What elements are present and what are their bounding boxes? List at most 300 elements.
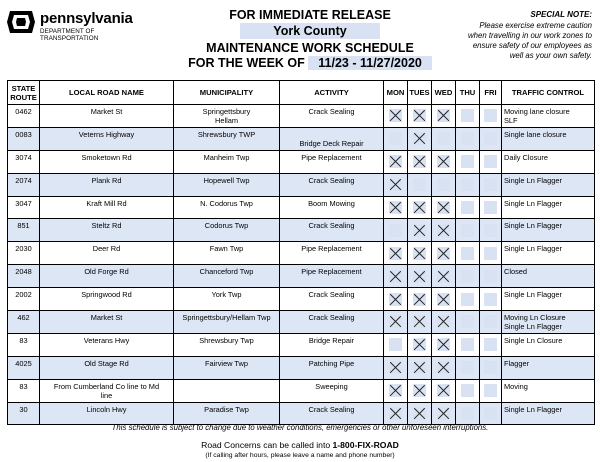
cell-wed xyxy=(432,105,456,128)
special-note-line: when travelling in our work zones to xyxy=(468,31,592,40)
cell-activity xyxy=(280,333,384,356)
checked-day-box-icon xyxy=(437,247,450,260)
cell-fri xyxy=(480,242,502,265)
empty-day-box-icon xyxy=(389,224,402,237)
week-prefix: FOR THE WEEK OF xyxy=(188,56,305,70)
cell-tues xyxy=(408,242,432,265)
cell-road-name xyxy=(40,150,174,173)
cell-traffic-control-text: Single Ln Flagger xyxy=(504,322,562,332)
cell-municipality-text: Fawn Twp xyxy=(209,244,244,254)
cell-tues xyxy=(408,173,432,196)
cell-state-route-text: 83 xyxy=(19,381,28,391)
cell-activity-text: Crack Sealing xyxy=(308,175,355,185)
cell-state-route-text: 0083 xyxy=(15,129,32,139)
road-concerns-line xyxy=(0,440,600,450)
table-row xyxy=(8,356,595,379)
empty-day-box-icon xyxy=(461,247,474,260)
cell-municipality-text: Fairview Twp xyxy=(205,358,248,368)
cell-activity-text: Pipe Replacement xyxy=(301,267,362,277)
cell-mon xyxy=(384,402,408,425)
cell-road-name-text: Veterns Highway xyxy=(78,129,135,139)
checked-day-box-icon xyxy=(437,155,450,168)
cell-activity xyxy=(280,265,384,288)
cell-state-route-text: 462 xyxy=(17,313,30,323)
header-state-route: STATE ROUTE xyxy=(8,81,40,105)
checked-day-box-icon xyxy=(389,201,402,214)
cell-traffic-control xyxy=(502,242,595,265)
empty-day-box-icon xyxy=(461,293,474,306)
cell-mon xyxy=(384,127,408,150)
cell-thu xyxy=(456,173,480,196)
cell-activity-text: Crack Sealing xyxy=(308,221,355,231)
checked-day-box-icon xyxy=(389,247,402,260)
cell-activity xyxy=(280,173,384,196)
cell-state-route-text: 2030 xyxy=(15,244,32,254)
cell-state-route xyxy=(8,311,40,334)
cell-municipality-text: York Twp xyxy=(211,290,242,300)
checked-day-box-icon xyxy=(413,407,426,420)
cell-traffic-control-text: Moving Ln Closure xyxy=(504,313,566,323)
empty-day-box-icon xyxy=(484,201,497,214)
cell-tues xyxy=(408,311,432,334)
cell-thu xyxy=(456,127,480,150)
checked-day-box-icon xyxy=(437,224,450,237)
cell-thu xyxy=(456,219,480,242)
cell-municipality xyxy=(174,311,280,334)
cell-road-name xyxy=(40,105,174,128)
cell-state-route-text: 30 xyxy=(19,404,28,414)
cell-fri xyxy=(480,265,502,288)
cell-thu xyxy=(456,242,480,265)
cell-fri xyxy=(480,196,502,219)
empty-day-box-icon xyxy=(461,109,474,122)
cell-activity xyxy=(280,127,384,150)
empty-day-box-icon xyxy=(484,361,497,374)
cell-road-name-text: Old Forge Rd xyxy=(84,267,129,277)
checked-day-box-icon xyxy=(389,178,402,191)
cell-activity xyxy=(280,311,384,334)
checked-day-box-icon xyxy=(389,293,402,306)
cell-fri xyxy=(480,333,502,356)
checked-day-box-icon xyxy=(389,407,402,420)
cell-thu xyxy=(456,196,480,219)
cell-road-name xyxy=(40,333,174,356)
cell-road-name xyxy=(40,311,174,334)
work-schedule-table xyxy=(7,80,595,425)
special-note-line: ensure safety of our employees as xyxy=(472,41,592,50)
cell-state-route-text: 2048 xyxy=(15,267,32,277)
cell-activity-text: Crack Sealing xyxy=(308,290,355,300)
table-body xyxy=(8,105,595,425)
header-thu: THU xyxy=(456,81,480,105)
cell-road-name-text: Lincoln Hwy xyxy=(86,404,127,414)
cell-thu xyxy=(456,311,480,334)
table-row xyxy=(8,379,595,402)
cell-fri xyxy=(480,402,502,425)
release-label: FOR IMMEDIATE RELEASE xyxy=(229,8,391,22)
empty-day-box-icon xyxy=(484,407,497,420)
keystone-logo-icon xyxy=(6,10,36,34)
cell-municipality xyxy=(174,242,280,265)
cell-activity xyxy=(280,242,384,265)
empty-day-box-icon xyxy=(461,338,474,351)
cell-state-route xyxy=(8,150,40,173)
cell-activity-text: Pipe Replacement xyxy=(301,244,362,254)
cell-fri xyxy=(480,311,502,334)
cell-thu xyxy=(456,288,480,311)
week-line xyxy=(180,56,440,70)
cell-activity xyxy=(280,402,384,425)
cell-mon xyxy=(384,311,408,334)
cell-wed xyxy=(432,196,456,219)
table-row xyxy=(8,265,595,288)
cell-activity-text: Bridge Repair xyxy=(308,335,355,345)
cell-tues xyxy=(408,150,432,173)
cell-traffic-control-text: Single Ln Flagger xyxy=(504,244,562,254)
logo-name: pennsylvania xyxy=(40,10,133,27)
empty-day-box-icon xyxy=(437,178,450,191)
cell-fri xyxy=(480,288,502,311)
cell-road-name-text: Veterans Hwy xyxy=(83,335,130,345)
cell-state-route xyxy=(8,288,40,311)
header-road-name: LOCAL ROAD NAME xyxy=(40,81,174,105)
cell-thu xyxy=(456,150,480,173)
cell-road-name xyxy=(40,196,174,219)
cell-wed xyxy=(432,379,456,402)
checked-day-box-icon xyxy=(389,155,402,168)
checked-day-box-icon xyxy=(413,384,426,397)
cell-state-route-text: 4025 xyxy=(15,358,32,368)
cell-wed xyxy=(432,402,456,425)
cell-municipality-text: Springettsbury/Hellam Twp xyxy=(182,313,271,323)
cell-state-route xyxy=(8,402,40,425)
table-row xyxy=(8,196,595,219)
cell-road-name-text: Market St xyxy=(90,313,123,323)
empty-day-box-icon xyxy=(461,132,474,145)
cell-wed xyxy=(432,150,456,173)
empty-day-box-icon xyxy=(389,338,402,351)
cell-municipality-text: Hellam xyxy=(215,116,238,125)
cell-traffic-control xyxy=(502,219,595,242)
cell-traffic-control xyxy=(502,173,595,196)
cell-tues xyxy=(408,402,432,425)
cell-thu xyxy=(456,333,480,356)
cell-state-route xyxy=(8,265,40,288)
cell-thu xyxy=(456,379,480,402)
special-note-line: Please exercise extreme caution xyxy=(479,21,592,30)
checked-day-box-icon xyxy=(437,109,450,122)
cell-traffic-control xyxy=(502,105,595,128)
cell-mon xyxy=(384,265,408,288)
cell-mon xyxy=(384,196,408,219)
cell-road-name xyxy=(40,379,174,402)
cell-municipality-text: Hopewell Twp xyxy=(203,175,250,185)
cell-traffic-control xyxy=(502,127,595,150)
cell-traffic-control-text: Single lane closure xyxy=(504,129,567,139)
cell-thu xyxy=(456,265,480,288)
cell-wed xyxy=(432,173,456,196)
checked-day-box-icon xyxy=(437,384,450,397)
cell-municipality-text: Shrewsbury TWP xyxy=(197,129,256,139)
cell-traffic-control-text: Moving xyxy=(504,381,528,391)
cell-traffic-control xyxy=(502,150,595,173)
cell-road-name xyxy=(40,219,174,242)
cell-state-route xyxy=(8,105,40,128)
cell-tues xyxy=(408,127,432,150)
cell-road-name-text: line xyxy=(100,390,113,400)
empty-day-box-icon xyxy=(461,224,474,237)
checked-day-box-icon xyxy=(437,270,450,283)
cell-state-route-text: 83 xyxy=(19,335,28,345)
cell-road-name-text: Plank Rd xyxy=(91,175,122,185)
penndot-logo xyxy=(6,8,146,42)
cell-activity xyxy=(280,356,384,379)
cell-state-route-text: 2002 xyxy=(15,290,32,300)
cell-municipality xyxy=(174,196,280,219)
cell-road-name-text: Old Stage Rd xyxy=(84,358,129,368)
cell-municipality xyxy=(174,105,280,128)
table-header-row xyxy=(8,81,595,105)
header-municipality: MUNICIPALITY xyxy=(174,81,280,105)
table-row xyxy=(8,333,595,356)
checked-day-box-icon xyxy=(413,155,426,168)
cell-road-name xyxy=(40,265,174,288)
cell-state-route xyxy=(8,173,40,196)
cell-road-name xyxy=(40,242,174,265)
cell-tues xyxy=(408,333,432,356)
cell-municipality xyxy=(174,356,280,379)
empty-day-box-icon xyxy=(461,201,474,214)
cell-traffic-control-text: Single Ln Flagger xyxy=(504,404,562,414)
cell-thu xyxy=(456,402,480,425)
checked-day-box-icon xyxy=(413,361,426,374)
cell-activity-text: Pipe Replacement xyxy=(301,152,362,162)
empty-day-box-icon xyxy=(461,315,474,328)
cell-tues xyxy=(408,196,432,219)
empty-day-box-icon xyxy=(484,132,497,145)
cell-traffic-control xyxy=(502,356,595,379)
cell-traffic-control xyxy=(502,379,595,402)
cell-activity xyxy=(280,219,384,242)
schedule-title: MAINTENANCE WORK SCHEDULE xyxy=(206,41,414,55)
cell-wed xyxy=(432,311,456,334)
cell-traffic-control-text: Single Ln Flagger xyxy=(504,198,562,208)
cell-state-route-text: 0462 xyxy=(15,107,32,116)
empty-day-box-icon xyxy=(484,270,497,283)
checked-day-box-icon xyxy=(413,224,426,237)
cell-road-name xyxy=(40,288,174,311)
cell-mon xyxy=(384,333,408,356)
cell-state-route xyxy=(8,333,40,356)
empty-day-box-icon xyxy=(484,109,497,122)
cell-state-route xyxy=(8,242,40,265)
concerns-text: Road Concerns can be called into xyxy=(201,440,333,450)
logo-department: DEPARTMENT OF TRANSPORTATION xyxy=(40,28,99,42)
cell-traffic-control xyxy=(502,196,595,219)
cell-wed xyxy=(432,242,456,265)
table-row xyxy=(8,150,595,173)
cell-fri xyxy=(480,173,502,196)
cell-municipality xyxy=(174,288,280,311)
empty-day-box-icon xyxy=(461,270,474,283)
empty-day-box-icon xyxy=(484,293,497,306)
checked-day-box-icon xyxy=(413,338,426,351)
concerns-phone-number: 1-800-FIX-ROAD xyxy=(332,440,399,450)
checked-day-box-icon xyxy=(437,338,450,351)
cell-fri xyxy=(480,105,502,128)
cell-state-route xyxy=(8,356,40,379)
cell-activity-text: Boom Mowing xyxy=(308,198,355,208)
header-tues: TUES xyxy=(408,81,432,105)
checked-day-box-icon xyxy=(437,361,450,374)
table-row xyxy=(8,242,595,265)
cell-state-route-text: 851 xyxy=(17,221,30,231)
cell-traffic-control-text: Single Ln Flagger xyxy=(504,290,562,300)
special-note-line: well as your own safety. xyxy=(509,51,592,60)
checked-day-box-icon xyxy=(389,109,402,122)
header-traffic-control: TRAFFIC CONTROL xyxy=(502,81,595,105)
cell-mon xyxy=(384,288,408,311)
checked-day-box-icon xyxy=(389,270,402,283)
cell-mon xyxy=(384,219,408,242)
cell-tues xyxy=(408,356,432,379)
cell-tues xyxy=(408,379,432,402)
checked-day-box-icon xyxy=(437,201,450,214)
cell-fri xyxy=(480,379,502,402)
cell-wed xyxy=(432,219,456,242)
cell-state-route-text: 3047 xyxy=(15,198,32,208)
cell-activity-text: Crack Sealing xyxy=(308,313,355,323)
cell-activity-text: Bridge Deck Repair xyxy=(299,138,364,148)
header-mon: MON xyxy=(384,81,408,105)
checked-day-box-icon xyxy=(413,293,426,306)
cell-road-name xyxy=(40,356,174,379)
empty-day-box-icon xyxy=(484,178,497,191)
county-name: York County xyxy=(240,23,380,39)
table-row xyxy=(8,105,595,128)
cell-municipality-text: Manheim Twp xyxy=(203,152,250,162)
checked-day-box-icon xyxy=(413,270,426,283)
cell-tues xyxy=(408,265,432,288)
cell-state-route xyxy=(8,196,40,219)
cell-road-name-text: From Cumberland Co line to Md xyxy=(53,381,160,391)
cell-road-name xyxy=(40,127,174,150)
cell-mon xyxy=(384,356,408,379)
cell-municipality xyxy=(174,173,280,196)
special-note-title: SPECIAL NOTE: xyxy=(530,10,592,19)
cell-road-name-text: Steltz Rd xyxy=(91,221,122,231)
table-row xyxy=(8,219,595,242)
cell-activity-text: Patching Pipe xyxy=(308,358,355,368)
cell-wed xyxy=(432,127,456,150)
cell-traffic-control xyxy=(502,265,595,288)
empty-day-box-icon xyxy=(389,132,402,145)
cell-mon xyxy=(384,173,408,196)
cell-fri xyxy=(480,356,502,379)
empty-day-box-icon xyxy=(484,155,497,168)
cell-municipality-text: Paradise Twp xyxy=(204,404,249,414)
cell-fri xyxy=(480,150,502,173)
cell-wed xyxy=(432,356,456,379)
checked-day-box-icon xyxy=(413,315,426,328)
cell-municipality xyxy=(174,127,280,150)
cell-traffic-control-text: Closed xyxy=(504,267,528,277)
table-row xyxy=(8,173,595,196)
empty-day-box-icon xyxy=(484,384,497,397)
cell-municipality-text: Springettsbury xyxy=(202,107,251,116)
table-row xyxy=(8,127,595,150)
cell-municipality-text: Codorus Twp xyxy=(204,221,249,231)
cell-traffic-control-text: Flagger xyxy=(504,358,530,368)
checked-day-box-icon xyxy=(413,109,426,122)
week-range: 11/23 - 11/27/2020 xyxy=(308,56,432,70)
cell-state-route-text: 3074 xyxy=(15,152,32,162)
checked-day-box-icon xyxy=(389,361,402,374)
cell-traffic-control-text: Daily Closure xyxy=(504,152,548,162)
cell-state-route-text: 2074 xyxy=(15,175,32,185)
checked-day-box-icon xyxy=(413,132,426,145)
checked-day-box-icon xyxy=(389,315,402,328)
cell-state-route xyxy=(8,379,40,402)
cell-municipality-text: Shrewsbury Twp xyxy=(199,335,254,345)
empty-day-box-icon xyxy=(413,178,426,191)
cell-mon xyxy=(384,242,408,265)
cell-state-route xyxy=(8,127,40,150)
checked-day-box-icon xyxy=(389,384,402,397)
table-row xyxy=(8,402,595,425)
cell-mon xyxy=(384,150,408,173)
cell-activity xyxy=(280,105,384,128)
empty-day-box-icon xyxy=(461,155,474,168)
cell-activity-text: Crack Sealing xyxy=(308,404,355,414)
table-row xyxy=(8,288,595,311)
cell-wed xyxy=(432,288,456,311)
cell-traffic-control xyxy=(502,288,595,311)
cell-activity-text: Crack Sealing xyxy=(308,107,355,116)
special-note xyxy=(422,10,592,61)
cell-municipality-text: Chanceford Twp xyxy=(199,267,254,277)
cell-fri xyxy=(480,127,502,150)
cell-wed xyxy=(432,265,456,288)
empty-day-box-icon xyxy=(461,361,474,374)
cell-mon xyxy=(384,379,408,402)
cell-activity xyxy=(280,288,384,311)
checked-day-box-icon xyxy=(437,315,450,328)
cell-municipality-text: N. Codorus Twp xyxy=(200,198,253,208)
checked-day-box-icon xyxy=(437,293,450,306)
checked-day-box-icon xyxy=(413,247,426,260)
checked-day-box-icon xyxy=(437,407,450,420)
cell-activity xyxy=(280,196,384,219)
cell-municipality xyxy=(174,379,280,402)
empty-day-box-icon xyxy=(461,407,474,420)
cell-municipality xyxy=(174,333,280,356)
cell-municipality xyxy=(174,265,280,288)
cell-traffic-control xyxy=(502,333,595,356)
cell-traffic-control-text: Single Ln Closure xyxy=(504,335,563,345)
cell-thu xyxy=(456,356,480,379)
cell-traffic-control-text: Moving lane closure xyxy=(504,107,570,116)
cell-road-name-text: Market St xyxy=(90,107,123,116)
table-row xyxy=(8,311,595,334)
after-hours-note: (If calling after hours, please leave a name and phone number) xyxy=(205,452,395,459)
empty-day-box-icon xyxy=(437,132,450,145)
cell-road-name-text: Springwood Rd xyxy=(81,290,132,300)
header-activity: ACTIVITY xyxy=(280,81,384,105)
cell-road-name-text: Smoketown Rd xyxy=(81,152,132,162)
cell-wed xyxy=(432,333,456,356)
empty-day-box-icon xyxy=(484,247,497,260)
